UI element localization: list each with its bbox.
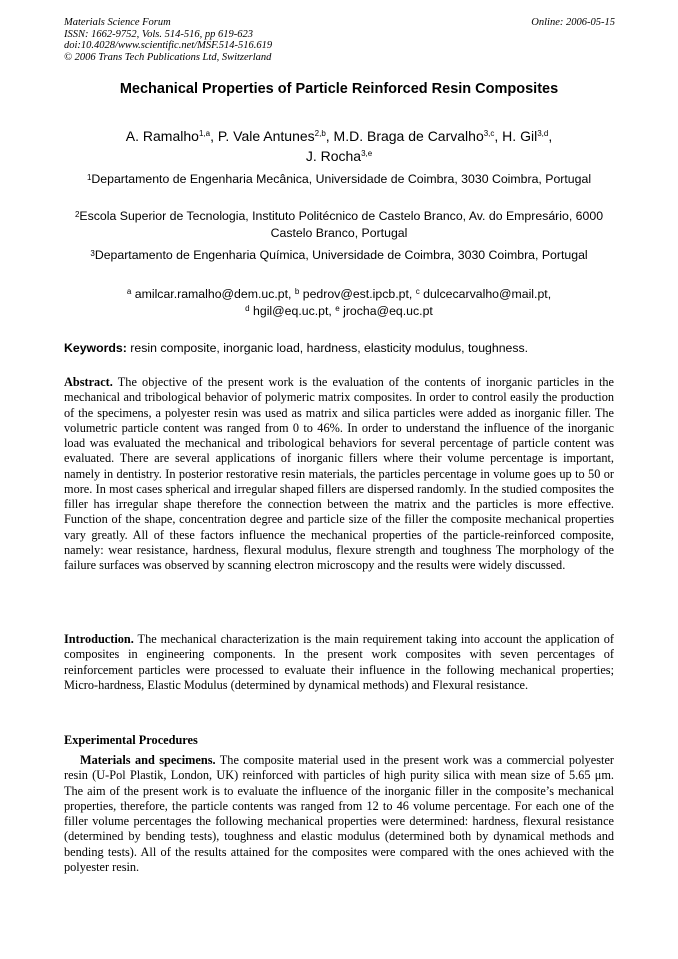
author-affiliation-mark: 2,b [314,129,326,138]
introduction-text: The mechanical characterization is the main requirement taking into account the application of composites in engineering components. In the present work composites with seven percentages of reinforcement particles were processed to evaluate their influence in the following mechanical properties; Micro-hardness, Elastic Modulus (determined by dynamical methods) and Flexural resistance. [64,632,614,692]
keywords [64,340,614,356]
section-heading: Experimental Procedures [64,733,198,747]
affiliation-text: Escola Superior de Tecnologia, Instituto Politécnico de Castelo Branco, Av. do Empresário, 6000 Castelo Branco, Portugal [79,209,604,240]
copyright-line: © 2006 Trans Tech Publications Ltd, Switzerland [64,51,272,63]
online-date: Online: 2006-05-15 [531,17,615,28]
paper-title: Mechanical Properties of Particle Reinforced Resin Composites [119,81,559,97]
author-list: A. Ramalho$^{1,a}$, P. Vale Antunes$^{2,b}$, M.D. Braga de Carvalho$^{3,c}$, H. Gil$^{3,d}$, J. Rocha$^{3,e}$ [125,128,553,164]
affiliation-3 [64,247,614,264]
doi-line: doi:10.4028/www.scientific.net/MSF.514-516.619 [64,40,273,51]
affiliation-1 [64,171,614,188]
issn-line: ISSN: 1662-9752, Vols. 514-516, pp 619-623 [64,28,253,40]
author-name: A. Ramalho [125,128,199,144]
materials-section [64,753,614,875]
journal-name: Materials Science Forum [64,17,171,28]
email-mark: a [126,287,132,296]
keywords-label: Keywords: [64,341,127,355]
author-affiliation-mark: 3,e [361,149,373,158]
author-name: , P. Vale Antunes [210,128,315,144]
email-link[interactable]: pedrov@est.ipcb.pt, [302,287,416,301]
email-mark: d [245,303,250,313]
email-list [64,286,614,319]
email-mark: e [335,303,340,313]
author-name: , M.D. Braga de Carvalho [325,128,484,144]
materials-text: The composite material used in the present work was a commercial polyester resin (U-Pol Plastik, London, UK) reinforced with particles of high purity silica with mean size of 5.65 μm. The aim of the present work is to evaluate the influence of the inorganic filler in the composite’s mechanical properties, therefore, the particle contents was ranged from 12 to 46 volume percentage. For each one of the filler volume percentages the following mechanical properties were determined: hardness, flexural resistance (determined by bending tests), toughness and elastic modulus (determined both by dynamical methods and bending tests). All of the results attained for the composites were compared with the ones achieved with the polyester resin. [64,753,615,874]
journal-header [64,17,272,63]
author-affiliation-mark: 1,a [198,129,211,138]
affiliation-2 [64,208,614,242]
author-name: J. Rocha [305,148,362,164]
abstract-text: The objective of the present work is the evaluation of the contents of inorganic particles in the mechanical and tribological behavior of polymeric matrix composites. In order to control easily the production of the specimens, a polyester resin was used as matrix and silica particles were added as inorganic filler. The volumetric particle content was ranged from 0 to 46%. In order to understand the influence of the inorganic load was evaluated the mechanical and tribological behaviors for several percentage of particle content was evaluated. There are several applications of inorganic fillers where their volume percentage is important, namely in dentistry. In posterior restorative resin materials, the particles percentage in volume goes up to 50 or more. In most cases spherical and irregular shaped fillers are dispersed randomly. In the studied composites the filler has irregular shape therefore the connection between the matrix and the particles is more effective. Function of the shape, concentration degree and particle size of the filler the composite mechanical properties vary greatly. All of these factors influence the mechanical properties of the particle-reinforced composite, namely: wear resistance, hardness, flexural modulus, flexure strength and toughness The morphology of the failure surfaces was observed by scanning electron microscopy and the results were widely discussed. [64,375,614,572]
affiliation-text: Departamento de Engenharia Mecânica, Universidade de Coimbra, 3030 Coimbra, Portugal [91,172,592,186]
affiliation-number: 3 [90,249,95,258]
affiliation-number: 2 [74,210,80,219]
email-mark: b [294,287,300,296]
materials-label: Materials and specimens. [80,753,216,767]
author-affiliation-mark: 3,c [483,129,495,138]
abstract-label: Abstract. [64,375,113,389]
author-affiliation-mark: 3,d [537,129,549,138]
introduction-label: Introduction. [64,632,134,646]
email-mark: c [415,287,420,296]
email-link[interactable]: dulcecarvalho@mail.pt, [423,287,552,301]
email-link[interactable]: amilcar.ramalho@dem.uc.pt, [134,287,295,301]
email-link[interactable]: jrocha@eq.uc.pt [343,303,433,318]
abstract-section [64,375,614,573]
affiliation-number: 1 [86,173,92,182]
keywords-text: resin composite, inorganic load, hardness, elasticity modulus, toughness. [126,341,529,355]
email-link[interactable]: hgil@eq.uc.pt, [253,303,336,318]
author-name: , H. Gil [494,128,538,144]
introduction-section [64,632,614,693]
affiliation-text: Departamento de Engenharia Química, Universidade de Coimbra, 3030 Coimbra, Portugal [94,248,588,262]
